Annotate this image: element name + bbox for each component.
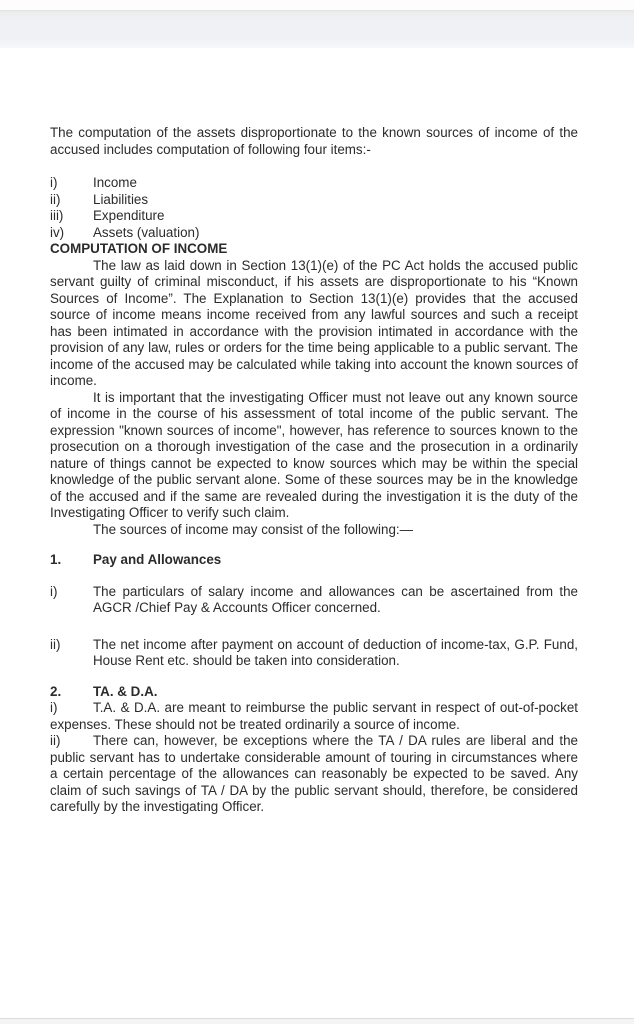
document-page <box>50 125 578 816</box>
item-text: T.A. & D.A. are meant to reimburse the public servant in respect of out-of-pocket expenses. These should not be treated ordinarily a source of income. <box>50 700 578 732</box>
item-marker: i) <box>50 583 58 599</box>
investigation-paragraph: It is important that the investigating Officer must not leave out any known source of income in the course of his assessment of total income of the public servant. The expression "known sources of income", however, has reference to sources known to the prosecution on a thorough investigation of the case and the prosecution in a ordinarily nature of things cannot be expected to know sources which may be within the special knowledge of the public servant alone. Some of these sources may be in the knowledge of the accused and if the same are revealed during the investigation it is the duty of the Investigating Officer to verify such claim. <box>50 389 578 520</box>
item-text: The net income after payment on account of deduction of income-tax, G.P. Fund, House Rent etc. should be taken into consideration. <box>93 636 578 668</box>
section-1-number: 1. <box>50 552 62 567</box>
list-marker: iii) <box>50 208 64 223</box>
list-text: Liabilities <box>93 191 149 207</box>
item-marker: ii) <box>50 636 61 652</box>
list-text: Assets (valuation) <box>93 224 200 240</box>
section-2-heading <box>50 684 578 701</box>
item-marker: ii) <box>50 733 61 748</box>
section-1-heading <box>50 552 578 569</box>
list-marker: i) <box>50 175 58 190</box>
list-text: Income <box>93 175 137 190</box>
list-item <box>50 208 578 225</box>
item-text: There can, however, be exceptions where the TA / DA rules are liberal and the public servant has to undertake considerable amount of touring in circumstances where a certain percentage of the allowances can reasonably be expected to be saved. Any claim of such savings of TA / DA by the public servant should, therefore, be considered carefully by the investigating Officer. <box>50 733 578 814</box>
top-bar-gray-band <box>0 10 634 48</box>
list-marker: ii) <box>50 191 61 207</box>
section-1-item-i <box>50 584 578 617</box>
section-1-item-ii <box>50 637 578 670</box>
law-paragraph: The law as laid down in Section 13(1)(e) of the PC Act holds the accused public servant guilty of criminal misconduct, if his assets are disproportionate to his “Known Sources of Income”. The Explanation to Section 13(1)(e) provides that the accused source of income means income received from any lawful sources and such a receipt has been intimated in accordance with the provision intimated in accordance with the provision of any law, rules or orders for the time being applicable to a public servant. The income of the accused may be calculated while taking into account the known sources of income. <box>50 257 578 388</box>
list-item <box>50 225 578 242</box>
section-2-title: TA. & D.A. <box>93 683 158 699</box>
item-text: The particulars of salary income and allowances can be ascertained from the AGCR /Chief Pay & Accounts Officer concerned. <box>93 583 578 615</box>
section-1-title: Pay and Allowances <box>93 552 222 567</box>
section-2-item-i <box>50 700 578 733</box>
section-2-number: 2. <box>50 683 62 699</box>
bottom-bar <box>0 1018 634 1024</box>
computation-of-income-heading: COMPUTATION OF INCOME <box>50 241 228 256</box>
list-item <box>50 175 578 192</box>
sources-lead-in: The sources of income may consist of the following:— <box>93 521 414 537</box>
list-marker: iv) <box>50 224 65 240</box>
section-2-item-ii <box>50 733 578 816</box>
list-item <box>50 192 578 209</box>
top-bar <box>0 0 634 48</box>
item-marker: i) <box>50 700 58 715</box>
top-bar-white-strip <box>0 0 634 10</box>
list-text: Expenditure <box>93 208 165 223</box>
roman-list <box>50 175 578 241</box>
intro-paragraph: The computation of the assets disproportionate to the known sources of income of the accused includes computation of following four items:- <box>50 125 578 157</box>
